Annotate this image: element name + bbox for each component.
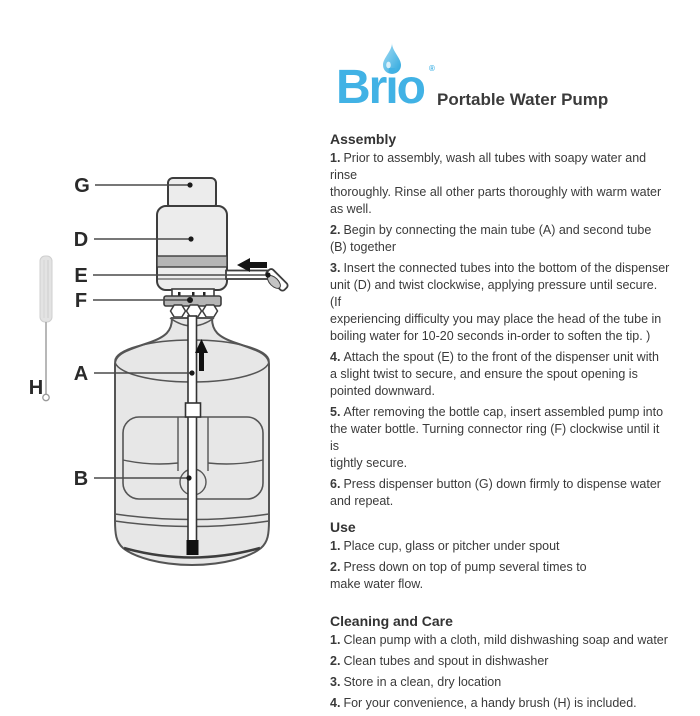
label-part-d: D [73,229,89,251]
label-part-b: B [73,468,89,490]
section-heading-cleaning: Cleaning and Care [330,613,453,629]
spout-tip-shape [263,268,289,294]
instruction-item: 1. Place cup, glass or pitcher under spout [330,539,560,553]
label-part-g: G [74,175,90,197]
brand-logo-text: Brio [336,61,424,114]
section-heading-assembly: Assembly [330,131,397,147]
section-heading-use: Use [330,519,356,535]
instruction-item: 2. Press down on top of pump several times to make water flow. [330,560,587,591]
instruction-item: 4. For your convenience, a handy brush (H) is included. [330,696,637,710]
tube-end-shape [187,540,199,555]
product-title: Portable Water Pump [437,90,609,109]
instruction-item: 2. Clean tubes and spout in dishwasher [330,654,549,668]
registered-mark: ® [429,64,435,73]
instruction-item: 1. Clean pump with a cloth, mild dishwashing soap and water [330,633,668,647]
instruction-item: 1. Prior to assembly, wash all tubes with soapy water and rinse thoroughly. Rinse all other parts thoroughly with warm water as well. [330,151,662,216]
pump-band-shape [157,256,227,267]
instruction-item: 6. Press dispenser button (G) down firmly to dispense water and repeat. [330,477,661,508]
pump-body-shape [157,206,227,290]
label-part-a: A [73,363,89,385]
assembly-diagram [0,140,330,610]
tube-connector-shape [186,403,201,417]
brand-header [336,40,676,120]
instruction-item: 2. Begin by connecting the main tube (A) and second tube (B) together [330,223,652,254]
label-part-e: E [74,265,88,287]
label-part-h: H [28,377,44,399]
instruction-item: 4. Attach the spout (E) to the front of the dispenser unit with a slight twist to secure, and ensure the spout opening is pointed downward. [330,350,659,398]
instruction-item: 5. After removing the bottle cap, insert assembled pump into the water bottle. Turning connector ring (F) clockwise until it is tightly secure. [330,405,664,470]
instruction-item: 3. Store in a clean, dry location [330,675,502,689]
pump-illustration [157,178,289,317]
instructions-column [330,131,670,716]
label-part-f: F [74,290,88,312]
pump-button-shape [168,178,216,209]
instruction-item: 3. Insert the connected tubes into the bottom of the dispenser unit (D) and twist clockwise, applying pressure until secure. (If experiencing difficulty you may place the head of the tube in boiling water for 10-20 seconds in-order to soften the tip. ) [330,261,670,343]
main-tube-shape [188,316,197,542]
